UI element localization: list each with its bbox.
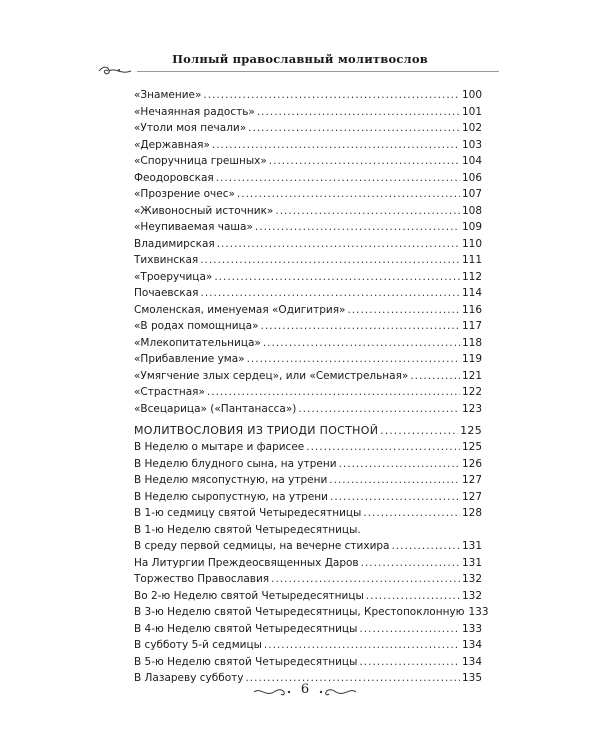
toc-entry[interactable] <box>134 351 482 368</box>
toc-entry-title: В Неделю о мытаре и фарисее <box>134 441 305 453</box>
toc-entry-title: На Литургии Преждеосвященных Даров <box>134 556 359 569</box>
toc-entry[interactable] <box>134 588 482 605</box>
toc-entry-title: Во 2-ю Неделю святой Четыредесятницы <box>134 589 364 602</box>
toc-entry-page: 132 <box>461 573 482 585</box>
toc-entry[interactable] <box>134 87 482 104</box>
toc-entry-page: 117 <box>461 320 482 332</box>
toc-entry-title: «Неупиваемая чаша» <box>134 221 253 233</box>
toc-section-title: МОЛИТВОСЛОВИЯ ИЗ ТРИОДИ ПОСТНОЙ <box>134 424 379 437</box>
toc-entry-page: 106 <box>461 171 482 184</box>
toc-leader-dots <box>257 104 460 121</box>
toc-entry-title: «Живоносный источник» <box>134 204 274 217</box>
toc-leader-dots <box>380 422 458 439</box>
toc-entry[interactable] <box>134 285 482 302</box>
toc-entry[interactable] <box>134 120 482 137</box>
toc-entry-title: «В родах помощница» <box>134 320 259 332</box>
toc-leader-dots <box>217 236 460 253</box>
toc-entry-page: 104 <box>461 155 482 167</box>
toc-leader-dots <box>363 505 460 522</box>
toc-entry[interactable] <box>134 186 482 203</box>
toc-leader-dots <box>410 368 460 385</box>
toc-entry-title: «Всецарица» («Пантанасса») <box>134 402 297 415</box>
toc-entry-page: 102 <box>461 122 482 134</box>
toc-leader-dots <box>237 186 460 203</box>
footer-ornament-right-icon <box>318 686 358 698</box>
toc-leader-dots <box>200 252 460 269</box>
toc-entry-title: «Споручница грешных» <box>134 155 267 167</box>
toc-top-list <box>134 87 482 417</box>
toc-entry[interactable] <box>134 401 482 418</box>
toc-leader-dots <box>366 588 460 605</box>
toc-leader-dots <box>347 302 459 319</box>
toc-entry[interactable] <box>134 522 482 539</box>
toc-entry-page: 128 <box>461 507 482 519</box>
toc-entry-title: Смоленская, именуемая «Одигитрия» <box>134 303 346 316</box>
toc-entry-page: 125 <box>461 441 482 453</box>
toc-entry-page: 118 <box>461 336 482 349</box>
toc-entry-page: 132 <box>461 589 482 602</box>
toc-entry-title: В 1-ю седмицу святой Четыредесятницы <box>134 507 362 519</box>
toc-entry-title: В 4-ю Неделю святой Четыредесятницы <box>134 622 358 635</box>
toc-entry-title: Почаевская <box>134 287 199 299</box>
toc-entry-page: 127 <box>461 474 482 486</box>
toc-leader-dots <box>306 439 460 456</box>
header-ornament-icon <box>97 64 133 78</box>
toc-entry-title: Тихвинская <box>134 254 199 266</box>
toc-entry-title: В Неделю сыропустную, на утрени <box>134 490 328 503</box>
toc-leader-dots <box>247 351 460 368</box>
toc-leader-dots <box>359 621 460 638</box>
toc-entry[interactable] <box>134 621 482 638</box>
toc-entry-title: В 5-ю Неделю святой Четыредесятницы <box>134 655 358 668</box>
toc-entry-page: 111 <box>461 254 482 266</box>
toc-entry[interactable] <box>134 236 482 253</box>
toc-entry-page: 122 <box>461 386 482 398</box>
toc-entry[interactable] <box>134 302 482 319</box>
toc-entry-title: «Страстная» <box>134 386 205 398</box>
toc-leader-dots <box>361 555 460 572</box>
toc-entry-page: 131 <box>461 540 482 552</box>
toc-entry[interactable] <box>134 252 482 269</box>
toc-entry[interactable] <box>134 170 482 187</box>
toc-entry-title: В Неделю блудного сына, на утрени <box>134 457 337 470</box>
toc-entry[interactable] <box>134 137 482 154</box>
toc-entry-page: 100 <box>461 89 482 101</box>
toc-leader-dots <box>264 637 460 654</box>
toc-leader-dots <box>339 456 460 473</box>
toc-entry-page: 135 <box>461 672 482 684</box>
toc-entry[interactable] <box>134 637 482 654</box>
toc-leader-dots <box>203 87 460 104</box>
toc-entry-title: Феодоровская <box>134 171 214 184</box>
page-number: 6 <box>300 682 310 697</box>
toc-entry[interactable] <box>134 439 482 456</box>
toc-entry-page: 119 <box>461 353 482 365</box>
toc-section-heading[interactable] <box>134 422 482 439</box>
toc-entry-title: В Лазареву субботу <box>134 672 244 684</box>
toc-entry[interactable] <box>134 153 482 170</box>
toc-entry[interactable] <box>134 219 482 236</box>
toc-entry[interactable] <box>134 384 482 401</box>
toc-entry-page: 101 <box>461 105 482 118</box>
toc-leader-dots <box>214 269 460 286</box>
toc-leader-dots <box>359 654 460 671</box>
toc-entry-page: 133 <box>468 606 489 618</box>
toc-entry[interactable] <box>134 538 482 555</box>
toc-leader-dots <box>271 571 460 588</box>
toc-entry[interactable] <box>134 368 482 385</box>
toc-entry-page: 109 <box>461 221 482 233</box>
toc-entry-page: 131 <box>461 556 482 569</box>
toc-leader-dots <box>216 170 460 187</box>
toc-entry-page: 108 <box>461 204 482 217</box>
toc-leader-dots <box>392 538 460 555</box>
toc-leader-dots <box>200 285 459 302</box>
toc-entry[interactable] <box>134 335 482 352</box>
toc-entry-page: 114 <box>461 287 482 299</box>
toc-leader-dots <box>212 137 460 154</box>
toc-leader-dots <box>263 335 460 352</box>
toc-entry-page: 103 <box>461 138 482 151</box>
toc-leader-dots <box>248 120 460 137</box>
toc-section-page: 125 <box>460 424 482 437</box>
toc-entry-page: 134 <box>461 655 482 668</box>
toc-entry-page: 121 <box>461 369 482 382</box>
toc-entry-page: 134 <box>461 639 482 651</box>
toc-entry-page: 107 <box>461 188 482 200</box>
toc-entry[interactable] <box>134 269 482 286</box>
toc-leader-dots <box>298 401 460 418</box>
toc-leader-dots <box>255 219 460 236</box>
toc-entry-title: В 3-ю Неделю святой Четыредесятницы, Крестопоклонную <box>134 606 465 618</box>
toc-leader-dots <box>330 489 460 506</box>
toc-entry-title: Торжество Православия <box>134 573 270 585</box>
toc-entry-page: 116 <box>461 303 482 316</box>
toc-entry-page: 123 <box>461 402 482 415</box>
toc-entry[interactable] <box>134 104 482 121</box>
header-title: Полный православный молитвослов <box>172 52 428 66</box>
toc-entry-page: 110 <box>461 237 482 250</box>
toc-leader-dots <box>269 153 460 170</box>
toc-entry[interactable] <box>134 203 482 220</box>
toc-entry[interactable] <box>134 472 482 489</box>
toc-entry-title: «Державная» <box>134 138 210 151</box>
toc-leader-dots <box>261 318 460 335</box>
toc-entry-title: «Троеручица» <box>134 270 213 283</box>
toc-entry[interactable] <box>134 604 489 621</box>
header-rule <box>137 71 499 72</box>
toc-entry[interactable] <box>134 505 482 522</box>
toc-entry-page: 127 <box>461 490 482 503</box>
toc-entry-title: «Нечаянная радость» <box>134 105 255 118</box>
footer-ornament-left-icon <box>252 686 292 698</box>
toc-entry-title: Владимирская <box>134 237 215 250</box>
toc-entry[interactable] <box>134 489 482 506</box>
toc-entry-page: 112 <box>461 270 482 283</box>
toc-entry-title: «Млекопитательница» <box>134 336 261 349</box>
toc-entry-title: «Знамение» <box>134 89 202 101</box>
toc-entry[interactable] <box>134 456 482 473</box>
footer <box>0 682 600 702</box>
toc-leader-dots <box>275 203 460 220</box>
toc-entry-title: В 1-ю Неделю святой Четыредесятницы. <box>134 523 361 536</box>
toc-entry[interactable] <box>134 654 482 671</box>
toc-entry-title: В субботу 5-й седмицы <box>134 639 262 651</box>
toc-entry-title: «Прибавление ума» <box>134 353 245 365</box>
toc-bottom-list <box>134 422 489 687</box>
toc-leader-dots <box>329 472 460 489</box>
toc-entry-title: «Умягчение злых сердец», или «Семистрельная» <box>134 369 409 382</box>
toc-entry-title: В Неделю мясопустную, на утрени <box>134 474 328 486</box>
toc-entry[interactable] <box>134 318 482 335</box>
toc-entry-page: 126 <box>461 457 482 470</box>
toc-entry-page: 133 <box>461 622 482 635</box>
toc-entry[interactable] <box>134 571 482 588</box>
toc-entry-title: «Прозрение очес» <box>134 188 235 200</box>
toc-leader-dots <box>207 384 460 401</box>
toc-entry-title: В среду первой седмицы, на вечерне стихира <box>134 540 390 552</box>
toc-entry[interactable] <box>134 555 482 572</box>
toc-entry-title: «Утоли моя печали» <box>134 122 247 134</box>
